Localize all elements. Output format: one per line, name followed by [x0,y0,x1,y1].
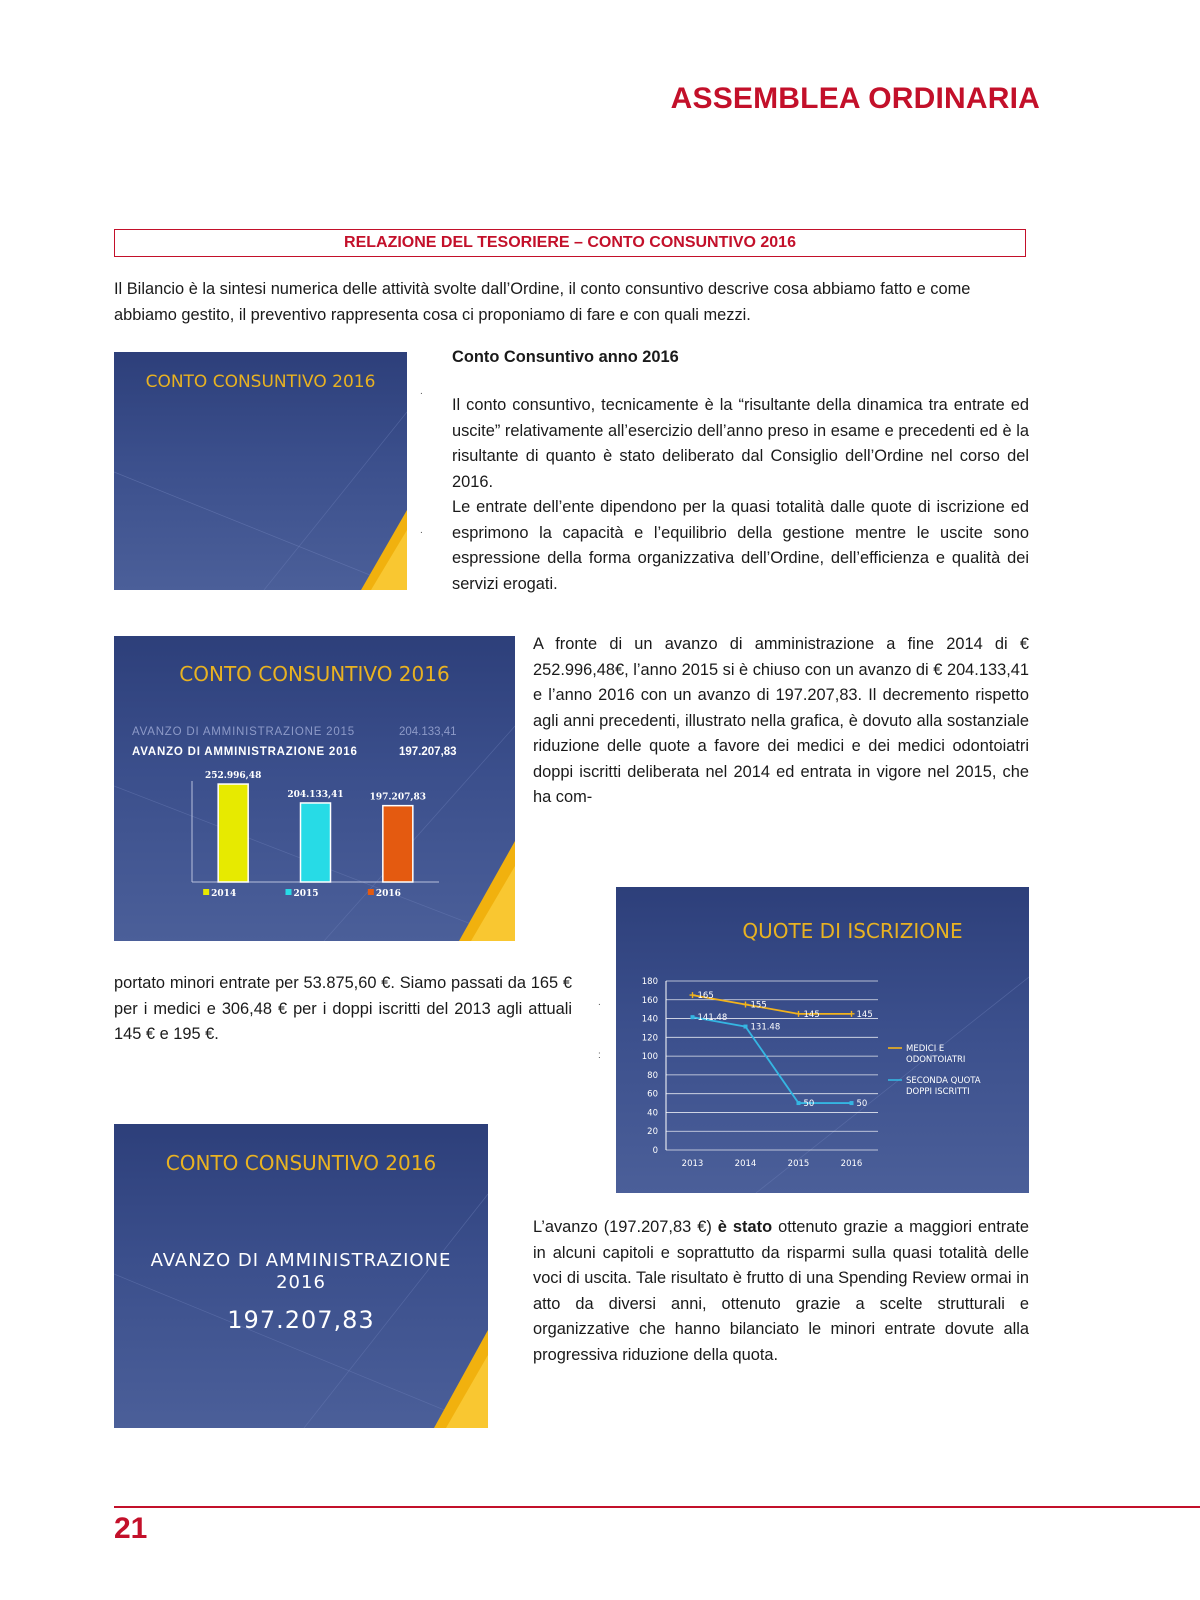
series-line-1 [693,995,852,1014]
section-title-box [114,229,1026,257]
slide-4-line-2: 2016 [276,1272,326,1293]
series-point [691,1015,695,1019]
section-title: RELAZIONE DEL TESORIERE – CONTO CONSUNTIVO 2016 [344,234,796,251]
footer-divider [114,1506,1200,1508]
series-point [797,1101,801,1105]
paragraph-4 [533,1215,1029,1368]
series-point-label: 131.48 [750,1022,781,1033]
series-point-label: 145 [803,1009,820,1020]
series-point-label: 141.48 [697,1013,728,1024]
legend-label [906,1044,965,1065]
line-chart-y-tick: 80 [647,1070,658,1081]
line-chart [616,887,1029,1193]
intro-paragraph: Il Bilancio è la sintesi numerica delle attività svolte dall’Ordine, il conto consuntivo descrive cosa abbiamo fatto e come abbiamo gestito, il preventivo rappresenta cosa ci proponiamo di fare e con quali mezzi. [114,280,971,324]
slide-3-title: QUOTE DI ISCRIZIONE [742,919,963,943]
series-point [849,1011,855,1017]
paragraph-1 [452,393,1029,597]
slide-4-line-1: AVANZO DI AMMINISTRAZIONE [150,1250,452,1271]
decorative-dot: : [598,1050,601,1061]
slide-4-title: CONTO CONSUNTIVO 2016 [165,1151,437,1175]
paragraph-2: A fronte di un avanzo di amministrazione a fine 2014 di € 252.996,48€, l’anno 2015 si è chiuso con un avanzo di € 204.133,41 e l’anno 2016 con un avanzo di 197.207,83. Il decremento rispetto agli anni precedenti, illustrato nella grafica, è dovuto alla sostanziale riduzione delle quote a favore dei medici e dei medici odontoiatri doppi iscritti deliberata nel 2014 ed entrata in vigore nel 2015, che ha com- [533,635,1029,806]
series-point-label: 50 [856,1099,868,1110]
line-chart-y-tick: 20 [647,1127,658,1138]
slide-2-line-1-value: 204.133,41 [399,726,457,738]
subheading: Conto Consuntivo anno 2016 [452,348,679,366]
line-chart-x-tick: 2014 [734,1159,757,1169]
bar-2015 [301,803,331,882]
legend-label: 2014 [211,889,237,899]
paragraph-4-post: ottenuto grazie a maggiori entrate in alcuni capitoli e soprattutto da risparmi sulla quasi totalità delle voci di uscita. Tale risultato è frutto di una Spending Review ormai in atto da diversi anni, ottenuto grazie a scelte strutturali e organizzative che hanno bilanciato le minori entrate dovute alla progressiva riduzione della quota. [533,1218,1029,1364]
legend-label-line: SECONDA QUOTA [906,1076,981,1086]
gold-corner-decoration [430,1330,488,1428]
legend-swatch [203,889,209,895]
page-number: 21 [114,1512,148,1545]
series-point-label: 145 [856,1009,873,1020]
slide-1-title: CONTO CONSUNTIVO 2016 [145,372,376,392]
page-header-title: ASSEMBLEA ORDINARIA [670,82,1040,115]
bar-value-label: 204.133,41 [287,789,344,800]
legend-label: 2016 [375,889,401,899]
legend-label-line: ODONTOIATRI [906,1055,966,1065]
slide-quote-line-chart [616,887,1029,1193]
gold-corner-decoration [455,841,515,941]
series-point [743,1001,749,1007]
paragraph-4-pre: L’avanzo (197.207,83 €) [533,1218,718,1236]
line-chart-y-tick: 120 [641,1033,658,1044]
slide-conto-consuntivo-title [114,352,407,590]
bar-2014 [218,784,248,882]
series-point [796,1011,802,1017]
slide-avanzo-2016 [114,1124,488,1428]
paragraph-1-text: Il conto consuntivo, tecnicamente è la “risultante della dinamica tra entrate ed uscite” relativamente all’esercizio dell’anno preso in esame e precedenti ed è la risultante di quanto è stato deliberato dal Consiglio dell’Ordine nel corso del 2016. [452,396,1029,491]
bar-2016 [383,806,413,882]
legend-label: 2015 [293,889,319,899]
line-chart-y-tick: 100 [641,1052,658,1063]
legend-label [906,1076,981,1097]
line-chart-x-tick: 2013 [681,1159,704,1169]
line-chart-y-tick: 160 [641,995,658,1006]
line-chart-y-tick: 40 [647,1108,658,1119]
series-point-label: 50 [803,1099,815,1110]
line-chart-y-tick: 180 [641,977,658,987]
paragraph-3: portato minori entrate per 53.875,60 €. Siamo passati da 165 € per i medici e 306,48 € per i doppi iscritti del 2013 agli attuali 145 € e 195 €. [114,974,572,1043]
series-point-label: 155 [750,1000,767,1011]
decorative-dot: . [598,997,601,1008]
slide-2-line-2-value: 197.207,83 [399,746,457,758]
line-chart-y-tick: 60 [647,1089,658,1100]
decorative-dot: . [420,386,423,397]
slide-2-line-1-label: AVANZO DI AMMINISTRAZIONE 2015 [132,726,355,738]
legend-swatch [368,889,374,895]
slide-2-title: CONTO CONSUNTIVO 2016 [179,662,450,686]
series-point [850,1101,854,1105]
paragraph-1b-text: Le entrate dell’ente dipendono per la quasi totalità dalle quote di iscrizione ed esprimono la capacità e l’equilibrio della gestione mentre le uscite sono espressione della forma organizzativa dell’Ordine, dell’efficienza e qualità dei servizi erogati. [452,498,1029,593]
series-point [690,992,696,998]
line-chart-y-tick: 140 [641,1014,658,1025]
line-chart-y-tick: 0 [652,1146,658,1156]
paragraph-4-bold: è stato [717,1218,773,1236]
decorative-dot: . [420,525,423,536]
line-chart-x-tick: 2015 [787,1159,810,1169]
gold-corner-decoration [357,510,407,590]
slide-avanzo-bar-chart [114,636,515,941]
legend-label-line: DOPPI ISCRITTI [906,1087,970,1097]
series-point-label: 165 [697,991,714,1002]
legend-label-line: MEDICI E [906,1044,945,1054]
bar-value-label: 197.207,83 [369,792,427,803]
series-point [744,1025,748,1029]
legend-swatch [286,889,292,895]
line-chart-x-tick: 2016 [840,1159,863,1169]
slide-2-line-2-label: AVANZO DI AMMINISTRAZIONE 2016 [132,746,358,758]
bar-value-label: 252.996,48 [204,771,262,782]
slide-4-value: 197.207,83 [227,1306,375,1334]
